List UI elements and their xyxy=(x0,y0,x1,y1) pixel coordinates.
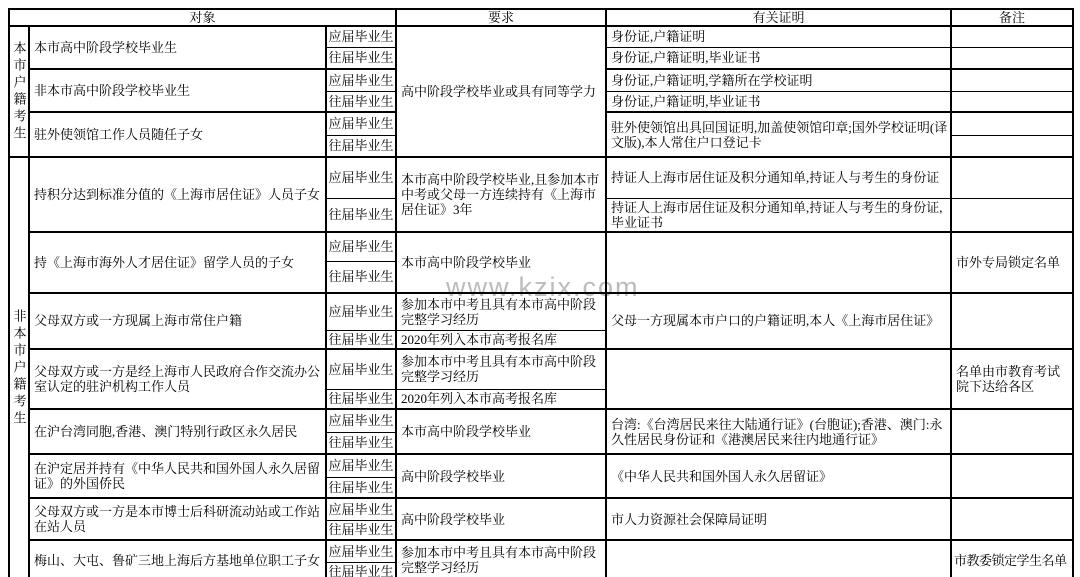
proof-cell: 身份证,户籍证明,毕业证书 xyxy=(606,91,951,112)
status-cell: 应届毕业生 xyxy=(326,112,396,135)
status-cell: 应届毕业生 xyxy=(326,232,396,262)
requirement-cell: 本市高中阶段学校毕业 xyxy=(396,409,606,454)
section-label-local: 本市户籍考生 xyxy=(9,26,29,157)
section-label-nonlocal: 非本市户籍考生 xyxy=(9,157,29,577)
status-cell: 往届毕业生 xyxy=(326,198,396,232)
note-cell xyxy=(951,26,1073,47)
status-cell: 往届毕业生 xyxy=(326,331,396,350)
status-cell: 往届毕业生 xyxy=(326,389,396,409)
status-cell: 往届毕业生 xyxy=(326,432,396,454)
proof-cell: 身份证,户籍证明 xyxy=(606,26,951,47)
proof-cell: 市人力资源社会保障局证明 xyxy=(606,498,951,540)
status-cell: 应届毕业生 xyxy=(326,540,396,562)
subject-cell: 在沪定居并持有《中华人民共和国外国人永久居留证》的外国侨民 xyxy=(29,454,326,498)
requirement-cell: 高中阶段学校毕业 xyxy=(396,498,606,540)
subject-cell: 父母双方或一方是经上海市人民政府合作交流办公室认定的驻沪机构工作人员 xyxy=(29,349,326,409)
note-cell xyxy=(951,91,1073,112)
requirement-cell: 高中阶段学校毕业 xyxy=(396,454,606,498)
note-cell xyxy=(951,69,1073,91)
requirement-cell: 2020年列入本市高考报名库 xyxy=(396,331,606,350)
status-cell: 应届毕业生 xyxy=(326,293,396,331)
proof-cell: 驻外使领馆出具回国证明,加盖使领馆印章;国外学校证明(译文版),本人常住户口登记卡 xyxy=(606,112,951,157)
note-cell xyxy=(951,409,1073,454)
watermark: www.kzix.com xyxy=(446,272,640,302)
status-cell: 应届毕业生 xyxy=(326,498,396,520)
requirement-cell: 参加本市中考且具有本市高中阶段完整学习经历 xyxy=(396,293,606,331)
header-proof: 有关证明 xyxy=(606,9,951,26)
proof-cell xyxy=(606,232,951,293)
requirement-cell: 2020年列入本市高考报名库 xyxy=(396,389,606,409)
subject-cell: 驻外使领馆工作人员随任子女 xyxy=(29,112,326,157)
status-cell: 应届毕业生 xyxy=(326,157,396,198)
header-requirement: 要求 xyxy=(396,9,606,26)
subject-cell: 父母双方或一方现属上海市常住户籍 xyxy=(29,293,326,350)
note-cell xyxy=(951,47,1073,69)
note-cell: 市外专局锁定名单 xyxy=(951,232,1073,293)
status-cell: 应届毕业生 xyxy=(326,454,396,477)
status-cell: 应届毕业生 xyxy=(326,409,396,432)
note-cell: 名单由市教育考试院下达给各区 xyxy=(951,349,1073,409)
status-cell: 往届毕业生 xyxy=(326,262,396,293)
requirement-cell: 参加本市中考且具有本市高中阶段完整学习经历 xyxy=(396,540,606,577)
subject-cell: 持积分达到标准分值的《上海市居住证》人员子女 xyxy=(29,157,326,232)
proof-cell xyxy=(606,349,951,409)
subject-cell: 在沪台湾同胞,香港、澳门特别行政区永久居民 xyxy=(29,409,326,454)
note-cell: 市教委锁定学生名单 xyxy=(951,540,1073,577)
note-cell xyxy=(951,498,1073,540)
note-cell xyxy=(951,112,1073,135)
proof-cell: 持证人上海市居住证及积分通知单,持证人与考生的身份证,毕业证书 xyxy=(606,198,951,232)
status-cell: 往届毕业生 xyxy=(326,520,396,540)
status-cell: 往届毕业生 xyxy=(326,562,396,577)
proof-cell: 身份证,户籍证明,毕业证书 xyxy=(606,47,951,69)
note-cell xyxy=(951,454,1073,498)
requirement-cell: 高中阶段学校毕业或具有同等学力 xyxy=(396,26,606,157)
proof-cell xyxy=(606,540,951,577)
note-cell xyxy=(951,135,1073,157)
status-cell: 应届毕业生 xyxy=(326,69,396,91)
eligibility-table xyxy=(8,8,1074,577)
header-note: 备注 xyxy=(951,9,1073,26)
note-cell xyxy=(951,157,1073,198)
proof-cell: 身份证,户籍证明,学籍所在学校证明 xyxy=(606,69,951,91)
subject-cell: 本市高中阶段学校毕业生 xyxy=(29,26,326,69)
status-cell: 往届毕业生 xyxy=(326,47,396,69)
requirement-cell: 本市高中阶段学校毕业,且参加本市中考或父母一方连续持有《上海市居住证》3年 xyxy=(396,157,606,232)
status-cell: 应届毕业生 xyxy=(326,26,396,47)
note-cell xyxy=(951,198,1073,232)
header-subject: 对象 xyxy=(9,9,396,26)
proof-cell: 持证人上海市居住证及积分通知单,持证人与考生的身份证 xyxy=(606,157,951,198)
proof-cell: 《中华人民共和国外国人永久居留证》 xyxy=(606,454,951,498)
proof-cell: 父母一方现属本市户口的户籍证明,本人《上海市居住证》 xyxy=(606,293,951,350)
requirement-cell: 参加本市中考且具有本市高中阶段完整学习经历 xyxy=(396,349,606,389)
note-cell xyxy=(951,293,1073,350)
subject-cell: 持《上海市海外人才居住证》留学人员的子女 xyxy=(29,232,326,293)
status-cell: 往届毕业生 xyxy=(326,91,396,112)
status-cell: 应届毕业生 xyxy=(326,349,396,389)
status-cell: 往届毕业生 xyxy=(326,135,396,157)
requirement-cell: 本市高中阶段学校毕业 xyxy=(396,232,606,293)
subject-cell: 梅山、大屯、鲁矿三地上海后方基地单位职工子女 xyxy=(29,540,326,577)
subject-cell: 非本市高中阶段学校毕业生 xyxy=(29,69,326,112)
subject-cell: 父母双方或一方是本市博士后科研流动站或工作站在站人员 xyxy=(29,498,326,540)
status-cell: 往届毕业生 xyxy=(326,477,396,498)
proof-cell: 台湾:《台湾居民来往大陆通行证》(台胞证);香港、澳门:永久性居民身份证和《港澳居民来往内地通行证》 xyxy=(606,409,951,454)
